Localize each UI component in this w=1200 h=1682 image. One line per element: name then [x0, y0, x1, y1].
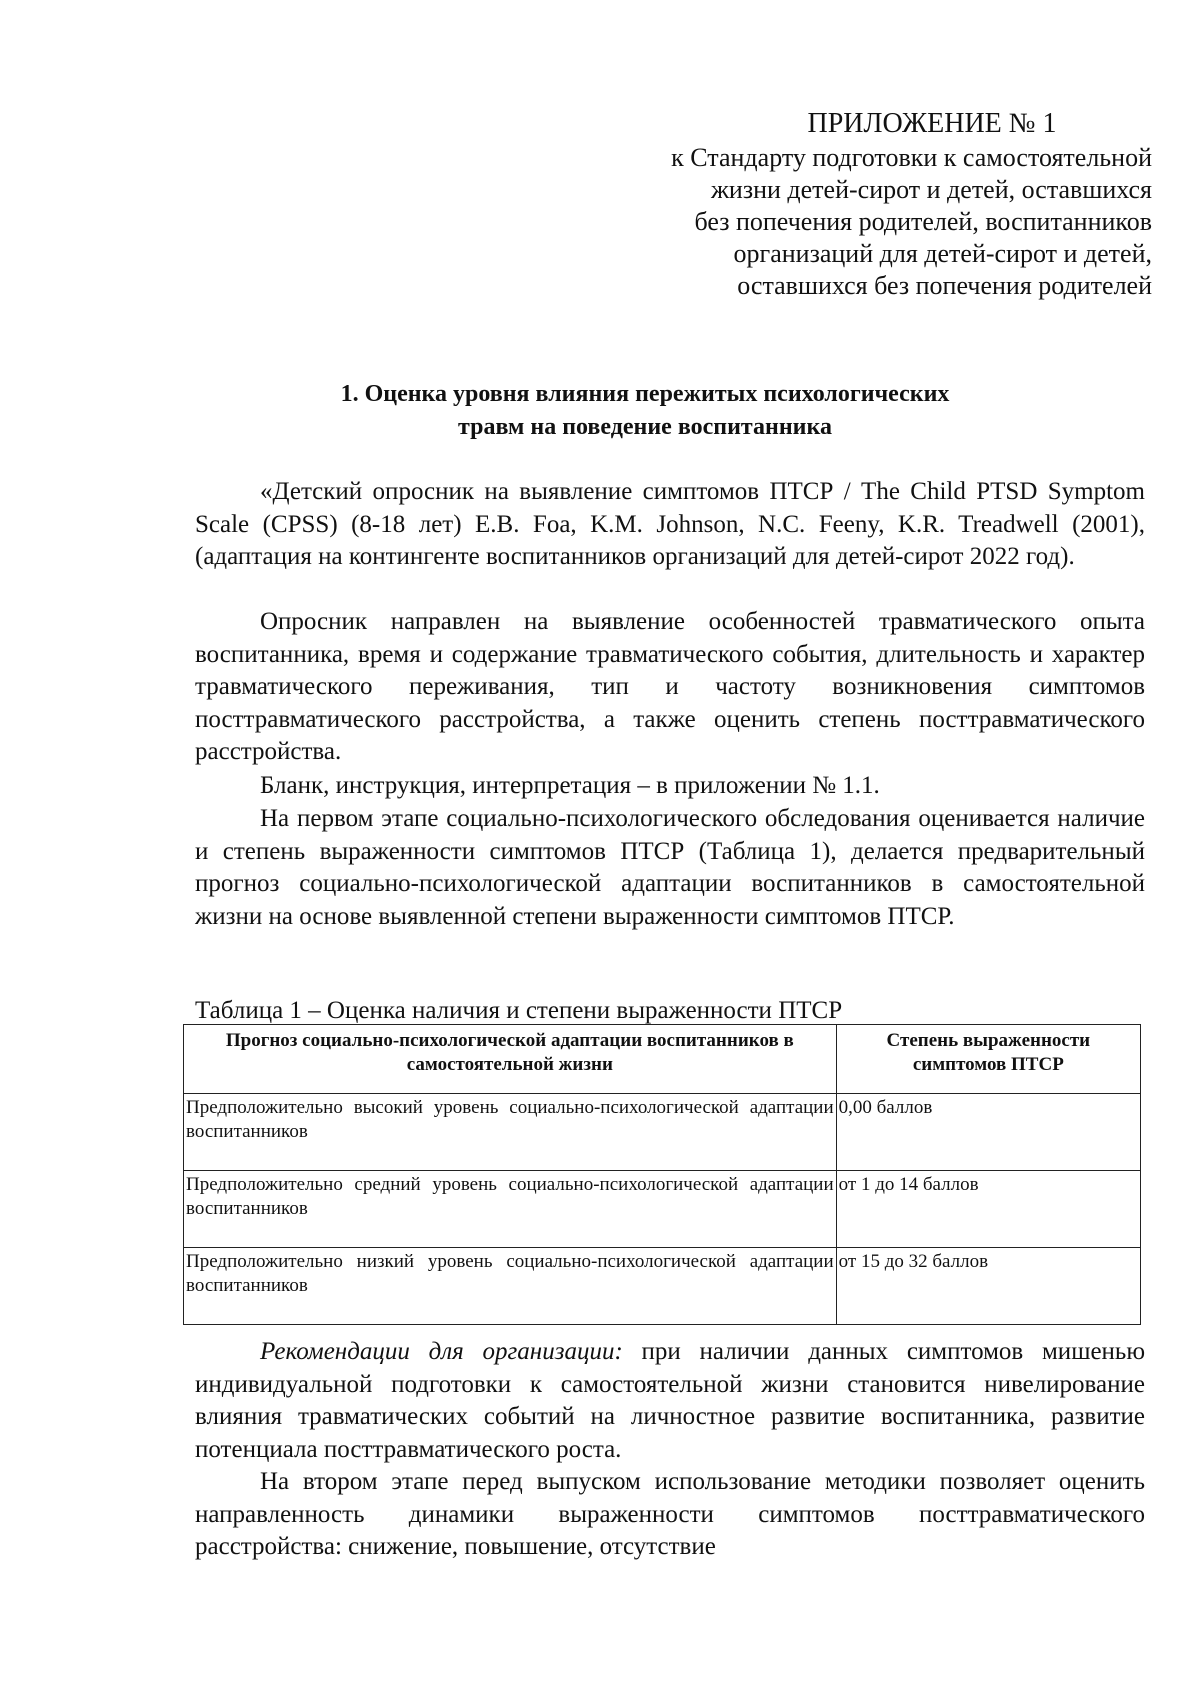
paragraph-intro: «Детский опросник на выявление симптомов ПТСР / The Child PTSD Symptom Scale (CPSS) (8-18 лет) E.B. Foa, K.M. Johnson, N.C. Feeny, K.R. Treadwell (2001), (адаптация на контингенте воспитанников организаций для детей-сирот 2022 год).: [195, 478, 1145, 570]
paragraph-blank: Бланк, инструкция, интерпретация – в приложении № 1.1.: [260, 772, 880, 799]
paragraph-stage1: На первом этапе социально-психологического обследования оценивается наличие и степень выраженности симптомов ПТСР (Таблица 1), делается предварительный прогноз социально-психологической адаптации воспитанников в самостоятельной жизни на основе выявленной степени выраженности симптомов ПТСР.: [195, 805, 1145, 930]
table-row: [184, 1094, 1141, 1171]
appendix-header: [592, 108, 1152, 302]
table-cell-score: от 15 до 32 баллов: [836, 1248, 1140, 1325]
ptsd-table: [183, 1024, 1141, 1325]
table-row: [184, 1248, 1141, 1325]
section-title: [195, 378, 1095, 444]
appendix-line: организаций для детей-сирот и детей,: [733, 239, 1152, 268]
table-caption: Таблица 1 – Оценка наличия и степени выраженности ПТСР: [195, 997, 843, 1024]
paragraph-recommendations: [195, 1336, 1145, 1466]
table-cell-score: 0,00 баллов: [836, 1094, 1140, 1171]
section-title-line: травм на поведение воспитанника: [458, 414, 832, 440]
table-cell-score: от 1 до 14 баллов: [836, 1171, 1140, 1248]
table-cell-prognosis: Предположительно низкий уровень социально-психологической адаптации воспитанников: [184, 1248, 837, 1325]
recommendations-lead: Рекомендации для организации:: [260, 1338, 623, 1365]
appendix-line: без попечения родителей, воспитанников: [694, 207, 1152, 236]
table-header-cell: Степень выраженности симптомов ПТСР: [836, 1025, 1140, 1094]
recommendations-text: при наличии данных симптомов мишенью индивидуальной подготовки к самостоятельной жизни становится нивелирование влияния травматических событий на личностное развитие воспитанника, развитие потенциала посттравматического роста.: [195, 1338, 1145, 1463]
section-title-line: 1. Оценка уровня влияния пережитых психологических: [340, 381, 950, 407]
appendix-title: ПРИЛОЖЕНИЕ № 1: [807, 108, 1057, 139]
table-header-cell: Прогноз социально-психологической адаптации воспитанников в самостоятельной жизни: [184, 1025, 837, 1094]
table-header-row: [184, 1025, 1141, 1094]
paragraph-purpose: Опросник направлен на выявление особенностей травматического опыта воспитанника, время и содержание травматического события, длительность и характер травматического переживания, тип и частоту возникновения симптомов посттравматического расстройства, а также оценить степень посттравматического расстройства.: [195, 608, 1145, 765]
appendix-line: оставшихся без попечения родителей: [737, 271, 1152, 300]
appendix-line: жизни детей-сирот и детей, оставшихся: [710, 175, 1152, 204]
table-cell-prognosis: Предположительно средний уровень социально-психологической адаптации воспитанников: [184, 1171, 837, 1248]
table-cell-prognosis: Предположительно высокий уровень социально-психологической адаптации воспитанников: [184, 1094, 837, 1171]
appendix-line: к Стандарту подготовки к самостоятельной: [671, 143, 1152, 172]
table-row: [184, 1171, 1141, 1248]
paragraph-stage2: На втором этапе перед выпуском использование методики позволяет оценить направленность динамики выраженности симптомов посттравматического расстройства: снижение, повышение, отсутствие: [195, 1468, 1145, 1560]
